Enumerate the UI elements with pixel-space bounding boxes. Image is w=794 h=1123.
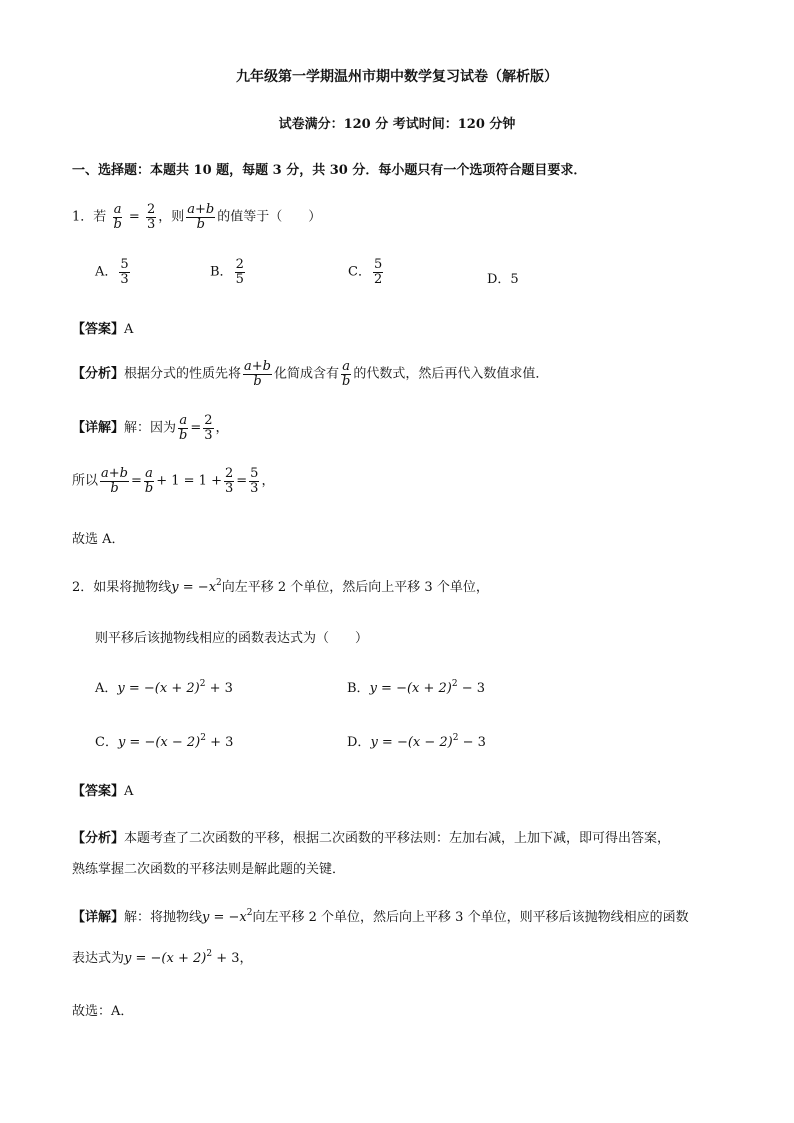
numerator: 5 (373, 257, 383, 272)
option-expression-tail: − 3 (457, 681, 486, 696)
q1-detail (72, 414, 229, 442)
option-expression: y = −(x − 2) (117, 735, 201, 750)
derivation-text: ， (261, 473, 275, 489)
detail-text: 向左平移 2 个单位，然后向上平移 3 个单位，则平移后该抛物线相应的函数 (252, 910, 689, 925)
q2-analysis-line2: 熟练掌握二次函数的平移法则是解此题的关键． (72, 862, 346, 877)
numerator: a+b (101, 466, 128, 481)
numerator: a (342, 359, 351, 374)
q1-option-b[interactable] (210, 258, 247, 286)
numerator: 2 (204, 413, 213, 428)
fraction-a-over-b (144, 467, 154, 495)
analysis-label: 【分析】 (72, 831, 125, 846)
q2-choice: 故选：A． (72, 1004, 134, 1019)
q2-answer (72, 780, 133, 799)
fraction-a-plus-b-over-b (243, 360, 272, 388)
fraction-5-3 (249, 467, 259, 495)
denominator: b (144, 480, 154, 496)
option-label: A． (95, 681, 118, 696)
question-2-stem (72, 576, 489, 595)
numerator: a+b (244, 359, 271, 374)
exponent: 2 (200, 733, 206, 743)
option-label: D． (347, 735, 371, 750)
numerator: a (145, 466, 153, 481)
q1-stem-pre: 若 (93, 209, 107, 225)
q1-stem-post: 的值等于（ ） (217, 209, 322, 225)
option-label: A． (95, 264, 118, 280)
numerator: 2 (146, 202, 156, 217)
exponent: 2 (199, 679, 206, 689)
fraction-2-3 (224, 467, 234, 495)
analysis-text: 的代数式，然后再代入数值求值． (353, 366, 549, 382)
answer-label: 【答案】 (72, 322, 125, 337)
exponent: 2 (451, 679, 458, 689)
exam-info: 试卷满分：120 分 考试时间：120 分钟 (278, 117, 516, 132)
analysis-label: 【分析】 (72, 366, 125, 382)
exponent: 2 (246, 908, 253, 918)
analysis-text: 化简成含有 (274, 366, 340, 382)
option-label: C． (95, 735, 118, 750)
fraction-a-over-b (112, 203, 122, 231)
exponent: 2 (452, 733, 459, 743)
q1-option-a[interactable] (95, 258, 132, 286)
q2-detail-line2 (72, 947, 253, 966)
answer-label: 【答案】 (72, 784, 125, 799)
analysis-text: 根据分式的性质先将 (124, 366, 242, 382)
q2-stem-post: 向左平移 2 个单位，然后向上平移 3 个单位， (221, 580, 489, 595)
q2-option-b[interactable] (347, 677, 485, 696)
numerator: a+b (187, 202, 215, 217)
denominator: 3 (250, 480, 259, 496)
numerator: a (113, 202, 122, 217)
detail-text: 解：因为 (124, 420, 177, 436)
q1-answer (72, 318, 133, 337)
detail-text: + 3， (212, 951, 253, 966)
q2-number: 2． (72, 580, 94, 595)
detail-text: ， (215, 420, 229, 436)
denominator: 3 (146, 216, 156, 232)
q2-detail (72, 906, 689, 925)
numerator: 2 (224, 466, 234, 481)
option-label: B． (347, 681, 370, 696)
denominator: 3 (120, 271, 129, 287)
analysis-text: 本题考查了二次函数的平移，根据二次函数的平移法则：左加右减，上加下减，即可得出答案， (124, 831, 671, 846)
q2-stem-pre: 如果将抛物线 (93, 580, 172, 595)
result-expression: y = −(x + 2) (124, 951, 207, 966)
denominator: b (179, 427, 188, 443)
answer-value: A (124, 784, 134, 799)
numerator: 5 (250, 466, 259, 481)
option-expression: y = −(x − 2) (370, 735, 453, 750)
denominator: b (196, 216, 205, 232)
q1-number: 1． (72, 209, 94, 225)
equals-sign: = (128, 209, 140, 225)
option-fraction (119, 258, 129, 286)
fraction-a-over-b (178, 414, 188, 442)
fraction-a-plus-b-over-b (186, 203, 215, 231)
question-2-stem-line2: 则平移后该抛物线相应的函数表达式为（ ） (95, 631, 369, 646)
numerator: 2 (235, 257, 244, 272)
derivation-text: 所以 (72, 473, 99, 489)
q1-option-c[interactable] (348, 258, 385, 286)
q1-stem-mid: ，则 (158, 209, 185, 225)
q1-choice: 故选 A． (72, 532, 125, 547)
option-fraction (373, 258, 383, 286)
option-label: B． (210, 264, 233, 280)
denominator: 5 (235, 271, 244, 287)
denominator: 3 (224, 480, 234, 496)
question-1-stem (72, 203, 321, 231)
q2-option-a[interactable] (95, 677, 233, 696)
fraction-a-over-b (341, 360, 351, 388)
q1-derivation (72, 467, 274, 495)
exponent: 2 (206, 949, 213, 959)
option-expression: y = −(x + 2) (117, 681, 200, 696)
q2-analysis (72, 827, 670, 846)
denominator: b (342, 373, 351, 389)
denominator: b (113, 216, 122, 232)
q1-option-d[interactable]: D．5 (487, 272, 519, 287)
numerator: 5 (120, 257, 129, 272)
denominator: 3 (204, 427, 213, 443)
equals-sign: = (190, 420, 202, 436)
equals-sign: = (236, 473, 248, 489)
detail-text: 表达式为 (72, 951, 125, 966)
detail-label: 【详解】 (72, 420, 125, 436)
option-expression: y = −(x + 2) (369, 681, 452, 696)
option-label: C． (348, 264, 371, 280)
section-heading: 一、选择题：本题共 10 题，每题 3 分，共 30 分．每小题只有一个选项符合题目要求． (72, 163, 587, 178)
option-fraction (235, 258, 245, 286)
denominator: b (110, 480, 119, 496)
equals-sign: = (130, 473, 142, 489)
fraction-a-plus-b-over-b (100, 467, 129, 495)
parabola-equation: y = −x (202, 910, 247, 925)
q2-option-c[interactable] (95, 731, 233, 750)
denominator: 2 (373, 271, 383, 287)
parabola-equation: y = −x (171, 580, 217, 595)
answer-value: A (124, 322, 134, 337)
detail-label: 【详解】 (72, 910, 125, 925)
q2-option-d[interactable] (347, 731, 486, 750)
option-expression-tail: + 3 (205, 681, 233, 696)
page-title: 九年级第一学期温州市期中数学复习试卷（解析版） (236, 69, 558, 85)
option-expression-tail: + 3 (206, 735, 234, 750)
option-expression-tail: − 3 (458, 735, 486, 750)
exponent: 2 (216, 578, 222, 588)
q1-analysis (72, 360, 548, 388)
denominator: b (253, 373, 262, 389)
fraction-2-3 (203, 414, 213, 442)
derivation-text: + 1 = 1 + (156, 473, 222, 489)
fraction-2-3 (146, 203, 156, 231)
detail-text: 解：将抛物线 (124, 910, 203, 925)
numerator: a (179, 413, 188, 428)
